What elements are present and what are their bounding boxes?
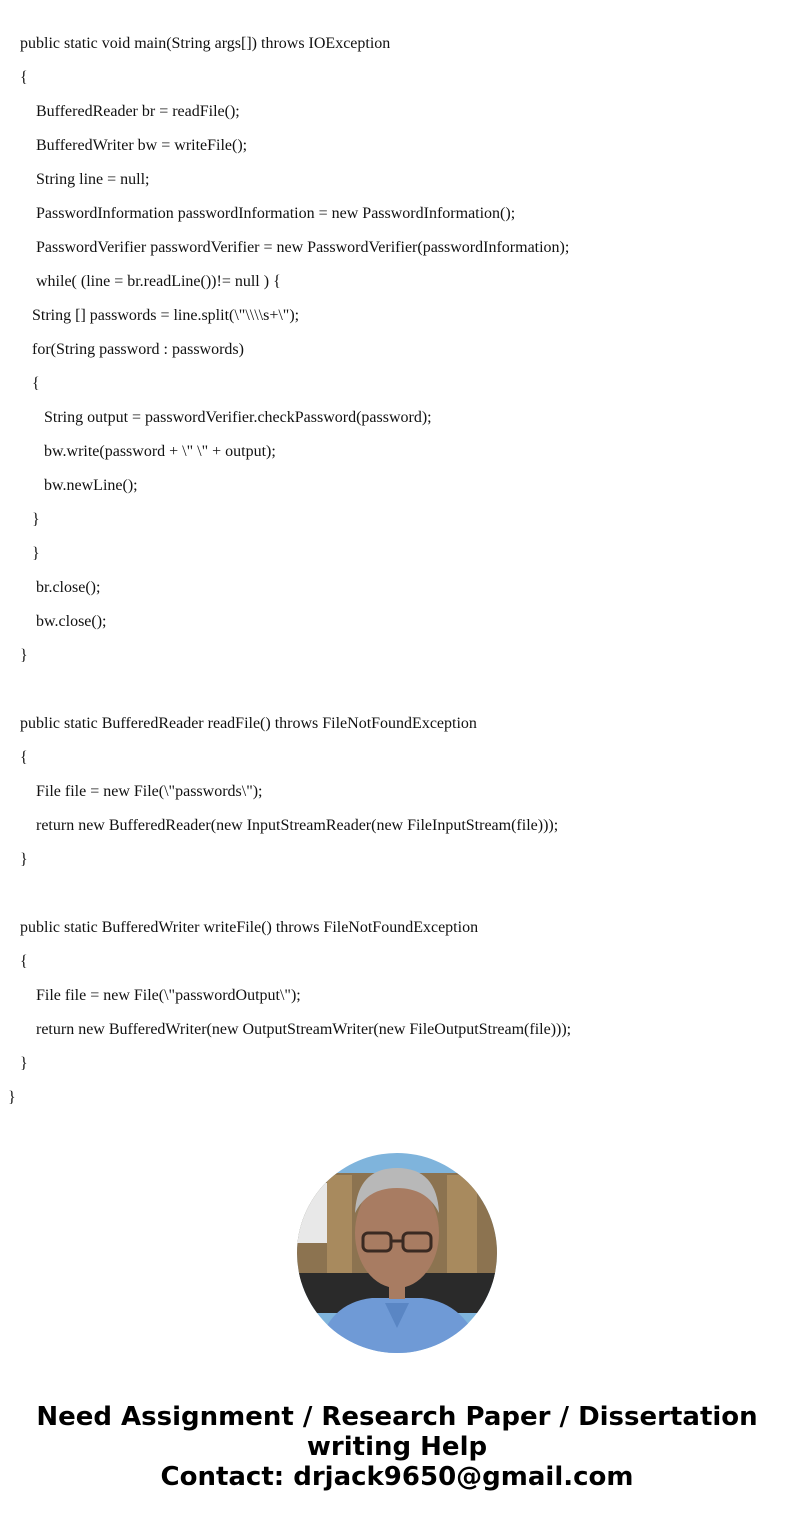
code-line: { bbox=[20, 69, 28, 86]
author-avatar bbox=[297, 1153, 497, 1353]
code-line: { bbox=[20, 953, 28, 970]
code-line: PasswordVerifier passwordVerifier = new PasswordVerifier(passwordInformation); bbox=[36, 239, 570, 256]
code-line: br.close(); bbox=[36, 579, 101, 596]
code-line: } bbox=[8, 1089, 16, 1106]
code-line: } bbox=[32, 545, 40, 562]
portrait-image bbox=[297, 1153, 497, 1353]
code-line: bw.close(); bbox=[36, 613, 107, 630]
code-line: public static BufferedReader readFile() throws FileNotFoundException bbox=[20, 715, 477, 732]
code-line: BufferedReader br = readFile(); bbox=[36, 103, 240, 120]
code-line: bw.newLine(); bbox=[44, 477, 138, 494]
code-line: String line = null; bbox=[36, 171, 150, 188]
banner-contact-email: Contact: drjack9650@gmail.com bbox=[160, 1462, 634, 1492]
code-line: return new BufferedWriter(new OutputStreamWriter(new FileOutputStream(file))); bbox=[36, 1021, 572, 1038]
contact-banner bbox=[0, 1402, 794, 1492]
code-line: for(String password : passwords) bbox=[32, 341, 244, 358]
code-line: bw.write(password + \" \" + output); bbox=[44, 443, 276, 460]
code-line: while( (line = br.readLine())!= null ) { bbox=[36, 273, 281, 290]
code-line: public static void main(String args[]) throws IOException bbox=[20, 35, 391, 52]
code-line: } bbox=[20, 851, 28, 868]
code-line: return new BufferedReader(new InputStreamReader(new FileInputStream(file))); bbox=[36, 817, 559, 834]
code-line: } bbox=[20, 647, 28, 664]
code-line: String output = passwordVerifier.checkPassword(password); bbox=[44, 409, 432, 426]
code-line: } bbox=[32, 511, 40, 528]
code-line: { bbox=[20, 749, 28, 766]
code-line: File file = new File(\"passwordOutput\"); bbox=[36, 987, 301, 1004]
code-line: public static BufferedWriter writeFile() throws FileNotFoundException bbox=[20, 919, 479, 936]
code-line: } bbox=[20, 1055, 28, 1072]
banner-line-2: writing Help bbox=[306, 1432, 488, 1462]
code-line: PasswordInformation passwordInformation = new PasswordInformation(); bbox=[36, 205, 516, 222]
code-line: File file = new File(\"passwords\"); bbox=[36, 783, 263, 800]
code-line: { bbox=[32, 375, 40, 392]
code-line: String [] passwords = line.split(\"\\\\s+\"); bbox=[32, 307, 300, 324]
code-line: BufferedWriter bw = writeFile(); bbox=[36, 137, 248, 154]
banner-line-1: Need Assignment / Research Paper / Dissertation bbox=[36, 1402, 758, 1432]
